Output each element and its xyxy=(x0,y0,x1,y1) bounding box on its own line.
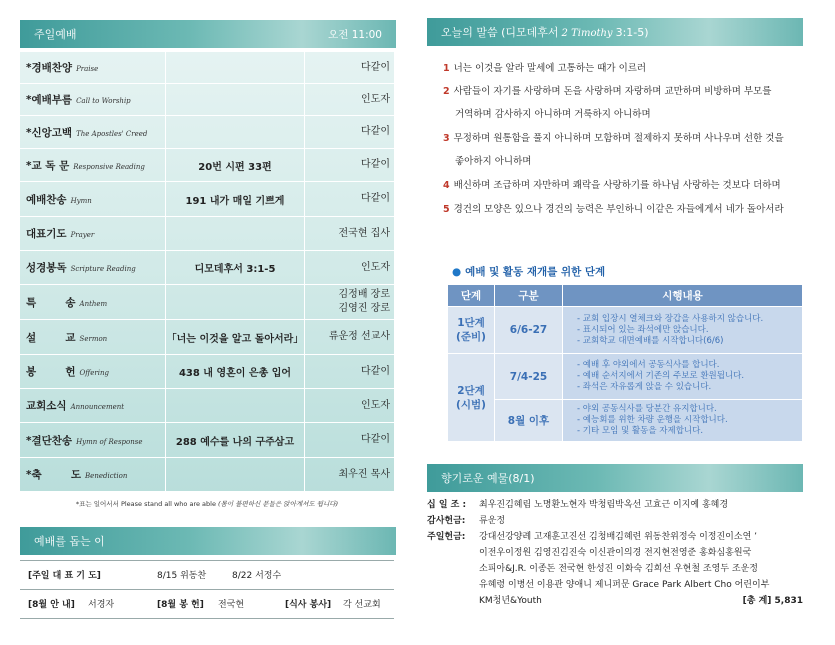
order-item xyxy=(20,364,165,379)
worship-time: 오전 11:00 xyxy=(328,28,382,41)
order-item-en: Anthem xyxy=(79,299,108,308)
order-item-leader xyxy=(305,61,394,75)
order-item xyxy=(20,60,165,75)
order-item-detail xyxy=(165,285,305,319)
step-action: - 예능회를 위한 차량 운행을 시작합니다. xyxy=(577,415,796,426)
scripture-title-en: 2 Timothy xyxy=(561,28,613,39)
order-row xyxy=(20,389,394,423)
step-action: - 교회학교 대면예배를 시작합니다(6/6) xyxy=(577,336,796,347)
stage1-actions xyxy=(563,307,802,353)
offering-title: 향기로운 예물(8/1) xyxy=(441,472,535,485)
verse-line xyxy=(443,62,646,76)
order-row xyxy=(20,52,394,84)
offering-names: 강대선강양례 고재훈고진선 김청배김혜련 위동찬위정숙 이정진이소연 ’ xyxy=(479,532,757,542)
order-item-en: Hymn of Response xyxy=(76,437,143,446)
order-item-leader xyxy=(305,192,394,206)
verse-text: 좋아하지 아니하며 xyxy=(455,156,532,167)
offering-names: 유혜령 이병선 이용관 양애니 제니퍼문 Grace Park Albert Cho 어린이부 xyxy=(479,580,770,590)
order-item-detail xyxy=(165,84,305,115)
offering-row xyxy=(427,577,803,593)
note-ko: *표는 일어서서 xyxy=(75,500,119,508)
order-item xyxy=(20,433,165,448)
order-item-leader xyxy=(305,433,394,447)
offering-names: 류운정 xyxy=(479,516,506,526)
order-item-ko: 설 교 xyxy=(26,331,76,344)
offering-label: 주일헌금: xyxy=(427,532,466,542)
order-row xyxy=(20,116,394,149)
offering-label xyxy=(427,561,479,577)
bullet-icon: ● xyxy=(452,266,462,278)
step-action: - 표시되어 있는 좌석에만 앉습니다. xyxy=(577,325,796,336)
order-item-en: Praise xyxy=(76,65,99,73)
leader-name: 최우진 목사 xyxy=(338,468,390,480)
order-row xyxy=(20,355,394,389)
stage1-split: 6/6-27 xyxy=(495,307,563,353)
order-item-detail xyxy=(165,458,305,491)
scripture-banner xyxy=(427,18,803,46)
leader-name: 인도자 xyxy=(361,399,390,411)
order-item-en: Offering xyxy=(79,369,109,377)
offering-names: 최우진김혜림 노명환노현자 박청림박옥선 고효근 이지예 홍혜경 xyxy=(479,500,729,510)
order-item xyxy=(20,125,165,140)
step-action: - 예배 순서지에서 기존의 주보로 환원됩니다. xyxy=(577,371,796,382)
offering-label xyxy=(427,545,479,561)
leader-name: 인도자 xyxy=(361,261,390,273)
verse-line xyxy=(443,203,784,217)
order-item xyxy=(20,226,165,241)
order-row xyxy=(20,320,394,355)
order-item-en: Call to Worship xyxy=(76,97,131,105)
order-row xyxy=(20,84,394,116)
step-action: - 기타 모임 및 활동을 자제합니다. xyxy=(577,426,796,437)
offering-row xyxy=(427,513,803,529)
order-item-ko: 대표기도 xyxy=(26,228,67,240)
col-stage: 단계 xyxy=(448,285,495,306)
offering-label: [8월 봉 헌] xyxy=(157,600,204,610)
standing-note xyxy=(20,499,394,508)
helpers-banner xyxy=(20,527,396,555)
leader-name: 김영진 장로 xyxy=(338,303,390,314)
order-row xyxy=(20,251,394,285)
stage1-label: 1단계 (준비) xyxy=(448,307,495,353)
verse-line xyxy=(443,85,771,99)
offering-row xyxy=(427,529,803,545)
note-en: Please stand all who are able xyxy=(120,500,216,508)
order-item-detail: 438 내 영혼이 은총 입어 xyxy=(165,355,305,388)
order-item-leader xyxy=(305,125,394,139)
order-row xyxy=(20,423,394,458)
col-split: 구분 xyxy=(495,285,563,306)
offering-names: 이전우이정원 김영진김진숙 이신관이의경 전지현전영준 홍화심홍원국 xyxy=(479,548,752,558)
meal-label: [식사 봉사] xyxy=(285,600,332,610)
offering-row xyxy=(427,561,803,577)
stage2-label: 2단계 (시범) xyxy=(448,354,495,441)
scripture-title xyxy=(441,24,789,40)
leader-name: 다같이 xyxy=(361,434,390,445)
order-item-ko: *신앙고백 xyxy=(26,126,73,139)
helpers-title: 예배를 돕는 이 xyxy=(34,535,105,548)
order-item-leader xyxy=(305,227,394,241)
leader-name: 류운정 선교사 xyxy=(328,331,390,342)
order-item-ko: 성경봉독 xyxy=(26,262,67,274)
note-paren: (몸이 불편하신 분들은 앉아계셔도 됩니다) xyxy=(218,500,339,508)
verse-number: 3 xyxy=(443,133,450,144)
order-item-detail: 191 내가 매일 기쁘게 xyxy=(165,182,305,216)
order-item-detail: 288 예수를 나의 구주삼고 xyxy=(165,423,305,457)
order-row xyxy=(20,217,394,251)
order-item-ko: 예배찬송 xyxy=(26,193,67,206)
order-item-en: Scripture Reading xyxy=(70,265,136,273)
order-item-en: Benediction xyxy=(85,472,128,480)
order-item-detail: 「너는 이것을 알고 돌아서라」 xyxy=(165,320,305,354)
steps-header xyxy=(448,285,802,306)
offering-row xyxy=(427,545,803,561)
order-item-en: Sermon xyxy=(79,334,108,343)
verse-number: 4 xyxy=(443,180,450,191)
order-row xyxy=(20,458,394,492)
offering-label xyxy=(427,577,479,593)
order-item-en: Responsive Reading xyxy=(73,162,145,171)
scripture-title-ref: 3:1-5) xyxy=(615,26,649,39)
stage2b-actions xyxy=(563,400,802,441)
order-row xyxy=(20,149,394,182)
offering-row xyxy=(427,497,803,513)
helpers-table xyxy=(20,560,394,620)
order-item xyxy=(20,92,165,107)
order-item xyxy=(20,260,165,275)
order-item-leader xyxy=(305,158,394,172)
order-item-en: The Apostles' Creed xyxy=(76,129,148,138)
prayer-0815: 8/15 위동찬 xyxy=(157,571,207,581)
steps-title xyxy=(452,264,605,279)
order-item xyxy=(20,330,165,345)
verse-number: 1 xyxy=(443,63,450,74)
verse-text: 무정하며 원통함을 풀지 아니하며 모함하며 절제하지 못하며 사나우며 선한 것을 xyxy=(453,133,784,144)
offering-banner xyxy=(427,464,803,492)
order-item-leader xyxy=(305,330,394,344)
step-action: - 좌석은 자유롭게 앉을 수 있습니다. xyxy=(577,382,796,393)
order-item-detail xyxy=(165,116,305,148)
order-item-leader xyxy=(305,288,394,316)
step-action: - 야외 공동식사를 당분간 유지합니다. xyxy=(577,404,796,415)
leader-name: 다같이 xyxy=(361,126,390,137)
order-item-leader xyxy=(305,468,394,482)
order-item-detail xyxy=(165,389,305,422)
order-item-en: Prayer xyxy=(70,231,95,239)
order-item xyxy=(20,467,165,482)
scripture-title-ko: 오늘의 말씀 (디모데후서 xyxy=(441,26,559,39)
offering-list xyxy=(427,497,803,609)
verse-text: 사람들이 자기를 사랑하며 돈을 사랑하며 자랑하며 교만하며 비방하며 부모를 xyxy=(453,86,772,97)
order-item-ko: *교 독 문 xyxy=(26,159,70,172)
offering-label xyxy=(427,593,479,609)
stage2b-split: 8월 이후 xyxy=(495,400,563,441)
order-item-detail xyxy=(165,52,305,83)
col-action: 시행내용 xyxy=(662,290,703,302)
leader-name: 인도자 xyxy=(361,93,390,105)
leader-name: 다같이 xyxy=(361,193,390,204)
order-item-leader xyxy=(305,93,394,107)
order-item-ko: 봉 헌 xyxy=(26,366,76,378)
step-action: - 교회 입장시 열체크와 장갑을 사용하지 않습니다. xyxy=(577,314,796,325)
order-item-ko: *결단찬송 xyxy=(26,434,73,447)
offering-row xyxy=(427,593,803,609)
verse-text: 거역하며 감사하지 아니하며 거룩하지 아니하며 xyxy=(455,109,651,120)
offering-label: 감사헌금: xyxy=(427,516,466,526)
order-row xyxy=(20,285,394,320)
order-item-detail: 20번 시편 33편 xyxy=(165,149,305,181)
order-item xyxy=(20,295,165,310)
verse-line xyxy=(455,155,531,169)
order-item xyxy=(20,158,165,173)
verse-text: 배신하며 조급하며 자만하며 쾌락을 사랑하기를 하나님 사랑하는 것보다 더하며 xyxy=(453,180,781,191)
order-item-leader xyxy=(305,365,394,379)
stage1-row xyxy=(448,306,802,353)
order-item-en: Hymn xyxy=(70,196,92,205)
offering-name: 전국현 xyxy=(218,600,245,610)
worship-order-table xyxy=(20,52,394,492)
leader-name: 다같이 xyxy=(361,61,390,73)
order-item-ko: 교회소식 xyxy=(26,400,67,412)
stage2a-split: 7/4-25 xyxy=(495,354,563,399)
order-item xyxy=(20,192,165,207)
order-item-detail: 디모데후서 3:1-5 xyxy=(165,251,305,284)
order-item-detail xyxy=(165,217,305,250)
prayer-0822: 8/22 서정수 xyxy=(232,571,282,581)
steps-title-text: 예배 및 활동 재개를 위한 단계 xyxy=(465,266,606,278)
verse-text: 너는 이것을 알라 말세에 고통하는 때가 이르러 xyxy=(453,63,647,74)
order-item-leader xyxy=(305,261,394,275)
offering-names: 소피아&J.R. 이종돈 전국현 한성진 이화숙 김희선 우현철 조영두 조운정 xyxy=(479,564,758,574)
stage2a-actions xyxy=(563,354,802,399)
offering-names: KM청년&Youth xyxy=(479,596,542,606)
order-item-leader xyxy=(305,399,394,413)
verse-line xyxy=(443,132,784,146)
worship-banner xyxy=(20,20,396,48)
order-item-ko: *축 도 xyxy=(26,469,82,481)
steps-table xyxy=(448,285,802,441)
verse-number: 5 xyxy=(443,204,450,215)
meal-name: 각 선교회 xyxy=(343,600,381,610)
order-item-ko: 특 송 xyxy=(26,296,76,309)
leader-name: 다같이 xyxy=(361,365,390,377)
verse-line xyxy=(455,108,651,122)
order-row xyxy=(20,182,394,217)
offering-total: [총 계] 5,831 xyxy=(742,596,803,606)
order-item-en: Announcement xyxy=(70,403,125,411)
leader-name: 전국현 집사 xyxy=(338,227,390,239)
worship-title: 주일예배 xyxy=(34,28,77,41)
order-item xyxy=(20,398,165,413)
offering-label: 십 일 조 : xyxy=(427,500,467,510)
order-item-ko: *예배부름 xyxy=(26,94,73,106)
stage2-row xyxy=(448,353,802,441)
order-item-ko: *경배찬양 xyxy=(26,62,73,74)
verse-line xyxy=(443,179,781,193)
usher-label: [8월 안 내] xyxy=(28,600,75,610)
step-action: - 예배 후 야외에서 공동식사를 합니다. xyxy=(577,360,796,371)
verse-number: 2 xyxy=(443,86,450,97)
verse-text: 경건의 모양은 있으나 경건의 능력은 부인하니 이같은 자들에게서 네가 돌아서라 xyxy=(453,204,784,215)
leader-name: 다같이 xyxy=(361,159,390,170)
usher-name: 서경자 xyxy=(88,600,115,610)
prayer-label: [주일 대 표 기 도] xyxy=(28,571,101,581)
leader-name: 김정배 장로 xyxy=(338,289,390,300)
